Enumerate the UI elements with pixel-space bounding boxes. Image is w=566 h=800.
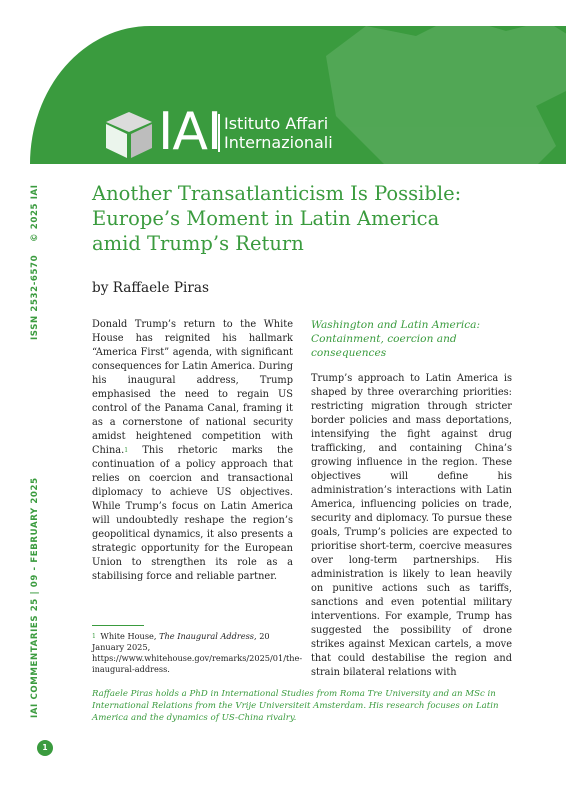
author-byline: by Raffaele Piras bbox=[92, 280, 209, 296]
author-bio: Raffaele Piras holds a PhD in International Studies from Roma Tre University and an MSc in International Relations from the Vrije Universiteit Amsterdam. His research focuses on Latin America and the dynamics of US-China rivalry. bbox=[92, 689, 499, 723]
footnote-title: The Inaugural Address bbox=[159, 631, 255, 641]
intro-text-continued: This rhetoric marks the continuation of a policy approach that relies on coercion and transactional diplomacy to achieve US objectives. While Trump’s focus on Latin America will undoubtedly reshape the region’s geopolitical dynamics, it also presents a strategic opportunity for the European Union to strengthen its role as a stabilising force and reliable partner. bbox=[92, 445, 293, 582]
section-heading-line: Washington and Latin America: bbox=[311, 319, 481, 331]
organization-name bbox=[218, 114, 333, 152]
title-line: Another Transatlanticism Is Possible: bbox=[92, 182, 462, 205]
section-column bbox=[311, 372, 512, 680]
page-number-badge: 1 bbox=[37, 740, 53, 756]
footnote-reference[interactable]: 1 bbox=[124, 447, 129, 454]
footnote-divider bbox=[92, 625, 144, 626]
footnote-number: 1 bbox=[92, 633, 96, 640]
issn-label: ISSN 2532-6570 bbox=[30, 254, 40, 340]
footnote-text: White House, bbox=[97, 631, 160, 641]
logo-wordmark: IAI bbox=[158, 102, 222, 162]
copyright-label: © 2025 IAI bbox=[30, 184, 40, 242]
intro-text: Donald Trump’s return to the White House has reignited his hallmark “America First” agenda, with significant consequences for Latin America. During his inaugural address, Trump emphasised the need to regain US control of the Panama Canal, framing it as a cornerstone of national security amidst heightened competition with China. bbox=[92, 319, 293, 456]
logo-cube-icon bbox=[104, 110, 154, 160]
intro-paragraph bbox=[92, 318, 293, 584]
title-line: amid Trump’s Return bbox=[92, 232, 304, 255]
footnote-link[interactable]: , 20 January 2025, https://www.whitehouse.gov/remarks/2025/01/the-inaugural-address. bbox=[92, 631, 303, 674]
intro-column bbox=[92, 318, 293, 584]
vertical-sidebar bbox=[28, 170, 42, 730]
section-heading bbox=[311, 318, 516, 360]
iai-logo[interactable] bbox=[104, 102, 344, 162]
title-line: Europe’s Moment in Latin America bbox=[92, 207, 440, 230]
section-heading-line: consequences bbox=[311, 347, 387, 359]
org-name-line1: Istituto Affari bbox=[224, 114, 329, 133]
series-label: IAI COMMENTARIES 25 | 09 - FEBRUARY 2025 bbox=[30, 477, 40, 718]
footnote bbox=[92, 631, 303, 675]
org-name-line2: Internazionali bbox=[224, 133, 333, 152]
header-banner bbox=[30, 26, 566, 164]
section-paragraph: Trump’s approach to Latin America is shaped by three overarching priorities: restricting migration through stricter border policies and mass deportations, intensifying the fight against drug trafficking, and containing China’s growing influence in the region. These objectives will define his administration’s interactions with Latin America, influencing policies on trade, security and diplomacy. To pursue these goals, Trump’s policies are expected to prioritise short-term, coercive measures over long-term partnerships. His administration is likely to lean heavily on punitive actions such as tariffs, sanctions and even potential military interventions. For example, Trump has suggested the possibility of drone strikes against Mexican cartels, a move that could destabilise the region and strain bilateral relations with bbox=[311, 373, 512, 678]
map-watermark-icon bbox=[306, 26, 566, 164]
section-heading-line: Containment, coercion and bbox=[311, 333, 457, 345]
article-title bbox=[92, 181, 532, 256]
